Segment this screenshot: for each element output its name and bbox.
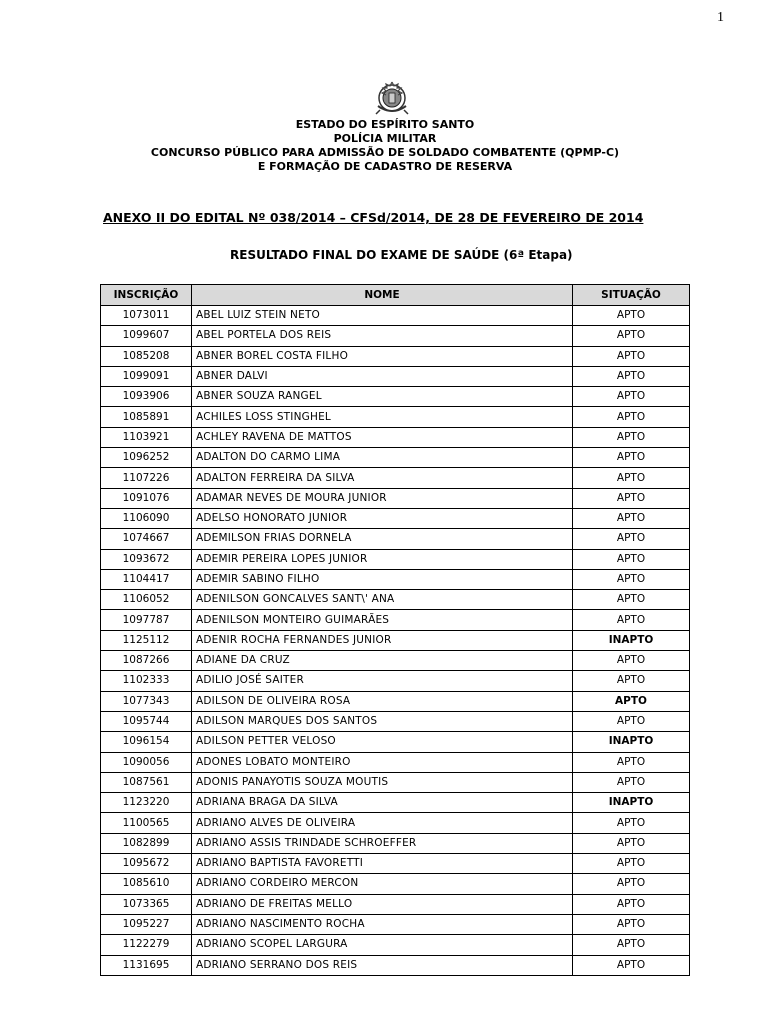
cell-inscricao: 1074667 [101,529,192,549]
cell-nome: ADRIANO CORDEIRO MERCON [192,874,573,894]
cell-nome: ACHILES LOSS STINGHEL [192,407,573,427]
cell-situacao: INAPTO [573,630,690,650]
header-reserve: E FORMAÇÃO DE CADASTRO DE RESERVA [257,160,513,173]
table-row [101,448,690,468]
cell-nome: ABEL LUIZ STEIN NETO [192,306,573,326]
table-row [101,387,690,407]
cell-inscricao: 1093672 [101,549,192,569]
page-number: 1 [717,10,724,25]
cell-situacao: APTO [573,448,690,468]
cell-situacao: APTO [573,813,690,833]
cell-nome: ADEMIR SABINO FILHO [192,569,573,589]
cell-nome: ADRIANO DE FREITAS MELLO [192,894,573,914]
cell-situacao: APTO [573,894,690,914]
cell-nome: ADONES LOBATO MONTEIRO [192,752,573,772]
cell-situacao: INAPTO [573,793,690,813]
header-police: POLÍCIA MILITAR [333,132,437,145]
table-row [101,671,690,691]
cell-nome: ADEMILSON FRIAS DORNELA [192,529,573,549]
cell-situacao: APTO [573,387,690,407]
cell-inscricao: 1100565 [101,813,192,833]
cell-situacao: INAPTO [573,732,690,752]
document-header [0,118,770,174]
table-row [101,793,690,813]
cell-inscricao: 1095227 [101,914,192,934]
cell-inscricao: 1104417 [101,569,192,589]
cell-situacao: APTO [573,306,690,326]
cell-situacao: APTO [573,874,690,894]
cell-situacao: APTO [573,407,690,427]
column-header-situacao: SITUAÇÃO [573,285,690,306]
table-row [101,610,690,630]
cell-inscricao: 1095744 [101,711,192,731]
table-row [101,651,690,671]
table-row [101,914,690,934]
table-row [101,732,690,752]
cell-nome: ABNER BOREL COSTA FILHO [192,346,573,366]
cell-situacao: APTO [573,569,690,589]
table-row [101,468,690,488]
table-row [101,833,690,853]
cell-inscricao: 1123220 [101,793,192,813]
cell-situacao: APTO [573,772,690,792]
cell-nome: ABNER SOUZA RANGEL [192,387,573,407]
column-header-inscricao: INSCRIÇÃO [101,285,192,306]
table-row [101,752,690,772]
table-row [101,427,690,447]
cell-nome: ADENILSON MONTEIRO GUIMARÃES [192,610,573,630]
cell-nome: ADRIANO SERRANO DOS REIS [192,955,573,975]
table-row [101,772,690,792]
cell-nome: ADRIANO ALVES DE OLIVEIRA [192,813,573,833]
cell-situacao: APTO [573,427,690,447]
table-row [101,346,690,366]
column-header-nome: NOME [192,285,573,306]
table-row [101,630,690,650]
cell-situacao: APTO [573,833,690,853]
cell-situacao: APTO [573,326,690,346]
result-title: RESULTADO FINAL DO EXAME DE SAÚDE (6ª Etapa) [230,248,573,262]
table-row [101,549,690,569]
cell-inscricao: 1073365 [101,894,192,914]
table-row [101,935,690,955]
cell-nome: ADALTON FERREIRA DA SILVA [192,468,573,488]
cell-inscricao: 1107226 [101,468,192,488]
cell-inscricao: 1099091 [101,366,192,386]
results-table [100,284,690,976]
cell-situacao: APTO [573,590,690,610]
cell-inscricao: 1090056 [101,752,192,772]
cell-nome: ADRIANA BRAGA DA SILVA [192,793,573,813]
cell-nome: ADONIS PANAYOTIS SOUZA MOUTIS [192,772,573,792]
cell-nome: ADILIO JOSÉ SAITER [192,671,573,691]
cell-situacao: APTO [573,610,690,630]
cell-nome: ADRIANO SCOPEL LARGURA [192,935,573,955]
cell-inscricao: 1085208 [101,346,192,366]
cell-nome: ACHLEY RAVENA DE MATTOS [192,427,573,447]
table-row [101,366,690,386]
cell-situacao: APTO [573,549,690,569]
cell-situacao: APTO [573,711,690,731]
cell-inscricao: 1087561 [101,772,192,792]
cell-inscricao: 1082899 [101,833,192,853]
cell-inscricao: 1096252 [101,448,192,468]
cell-nome: ADIANE DA CRUZ [192,651,573,671]
cell-inscricao: 1125112 [101,630,192,650]
cell-nome: ADRIANO NASCIMENTO ROCHA [192,914,573,934]
cell-nome: ABEL PORTELA DOS REIS [192,326,573,346]
cell-situacao: APTO [573,935,690,955]
cell-inscricao: 1077343 [101,691,192,711]
table-row [101,590,690,610]
header-state: ESTADO DO ESPÍRITO SANTO [295,118,475,131]
cell-nome: ADEMIR PEREIRA LOPES JUNIOR [192,549,573,569]
cell-nome: ADRIANO BAPTISTA FAVORETTI [192,854,573,874]
cell-nome: ADILSON DE OLIVEIRA ROSA [192,691,573,711]
table-row [101,711,690,731]
cell-nome: ABNER DALVI [192,366,573,386]
cell-situacao: APTO [573,488,690,508]
cell-nome: ADRIANO ASSIS TRINDADE SCHROEFFER [192,833,573,853]
cell-nome: ADELSO HONORATO JUNIOR [192,508,573,528]
cell-nome: ADENIR ROCHA FERNANDES JUNIOR [192,630,573,650]
table-row [101,306,690,326]
cell-inscricao: 1097787 [101,610,192,630]
cell-situacao: APTO [573,468,690,488]
table-row [101,874,690,894]
cell-situacao: APTO [573,914,690,934]
cell-inscricao: 1099607 [101,326,192,346]
cell-inscricao: 1087266 [101,651,192,671]
cell-situacao: APTO [573,346,690,366]
cell-situacao: APTO [573,651,690,671]
cell-inscricao: 1102333 [101,671,192,691]
cell-inscricao: 1093906 [101,387,192,407]
table-row [101,529,690,549]
cell-nome: ADENILSON GONCALVES SANT\' ANA [192,590,573,610]
cell-situacao: APTO [573,366,690,386]
table-header-row [101,285,690,306]
cell-situacao: APTO [573,691,690,711]
cell-situacao: APTO [573,752,690,772]
cell-inscricao: 1091076 [101,488,192,508]
cell-nome: ADILSON PETTER VELOSO [192,732,573,752]
cell-situacao: APTO [573,955,690,975]
cell-inscricao: 1095672 [101,854,192,874]
cell-inscricao: 1103921 [101,427,192,447]
table-row [101,894,690,914]
cell-inscricao: 1073011 [101,306,192,326]
table-row [101,508,690,528]
cell-inscricao: 1106090 [101,508,192,528]
cell-inscricao: 1106052 [101,590,192,610]
coat-of-arms-icon [370,76,414,120]
cell-nome: ADAMAR NEVES DE MOURA JUNIOR [192,488,573,508]
cell-inscricao: 1131695 [101,955,192,975]
cell-situacao: APTO [573,529,690,549]
cell-nome: ADILSON MARQUES DOS SANTOS [192,711,573,731]
cell-situacao: APTO [573,671,690,691]
table-row [101,326,690,346]
table-row [101,955,690,975]
table-row [101,854,690,874]
header-contest: CONCURSO PÚBLICO PARA ADMISSÃO DE SOLDADO COMBATENTE (QPMP-C) [150,146,620,159]
cell-situacao: APTO [573,508,690,528]
table-row [101,813,690,833]
table-row [101,407,690,427]
cell-inscricao: 1096154 [101,732,192,752]
cell-situacao: APTO [573,854,690,874]
table-row [101,488,690,508]
annex-title: ANEXO II DO EDITAL Nº 038/2014 – CFSd/2014, DE 28 DE FEVEREIRO DE 2014 [103,210,644,225]
cell-nome: ADALTON DO CARMO LIMA [192,448,573,468]
cell-inscricao: 1122279 [101,935,192,955]
table-row [101,569,690,589]
table-row [101,691,690,711]
cell-inscricao: 1085891 [101,407,192,427]
cell-inscricao: 1085610 [101,874,192,894]
